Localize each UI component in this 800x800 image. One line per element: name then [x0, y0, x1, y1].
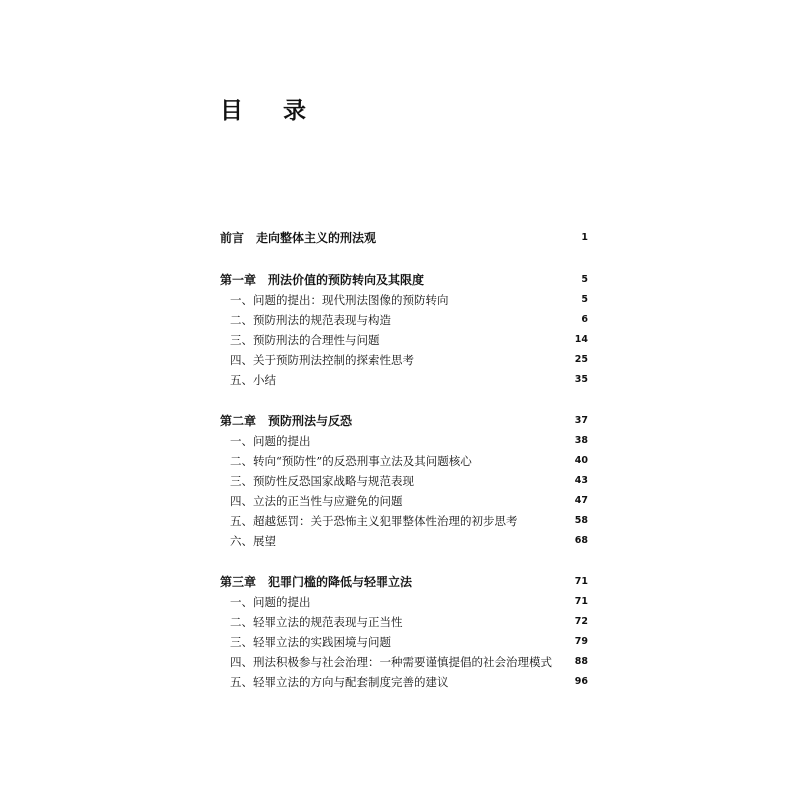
toc-entry-label: 五、超越惩罚：关于恐怖主义犯罪整体性治理的初步思考	[230, 514, 518, 528]
toc-entry-label: 第一章 刑法价值的预防转向及其限度	[220, 273, 425, 287]
toc-entry-label: 二、预防刑法的规范表现与构造	[230, 313, 391, 327]
toc-section	[220, 511, 588, 531]
toc-section	[220, 370, 588, 390]
toc-entry-label: 四、刑法积极参与社会治理：一种需要谨慎提倡的社会治理模式	[230, 655, 552, 669]
toc-entry-label: 一、问题的提出：现代刑法图像的预防转向	[230, 293, 449, 307]
toc-section	[220, 652, 588, 672]
toc-section	[220, 471, 588, 491]
toc-page-number: 71	[574, 576, 588, 587]
toc-entry-label: 六、展望	[230, 534, 276, 548]
toc-page-number: 38	[574, 435, 588, 446]
toc-entry-label: 三、轻罪立法的实践困境与问题	[230, 635, 391, 649]
toc-entry-label: 前言 走向整体主义的刑法观	[220, 231, 377, 245]
toc-page-number: 58	[574, 515, 588, 526]
toc-entry-label: 五、轻罪立法的方向与配套制度完善的建议	[230, 675, 449, 689]
toc-chapter-3	[220, 572, 588, 592]
toc-page-number: 72	[574, 616, 588, 627]
toc-entry-label: 一、问题的提出	[230, 434, 311, 448]
toc-section	[220, 612, 588, 632]
toc-section	[220, 451, 588, 471]
toc-entry-label: 三、预防性反恐国家战略与规范表现	[230, 474, 414, 488]
toc-page-number: 5	[581, 274, 588, 285]
toc-page-number: 37	[574, 415, 588, 426]
toc-page-number: 1	[581, 232, 588, 243]
toc-section	[220, 431, 588, 451]
toc-section	[220, 531, 588, 551]
toc-section	[220, 350, 588, 370]
toc-preface	[220, 228, 588, 248]
toc-section	[220, 310, 588, 330]
toc-entry-label: 第二章 预防刑法与反恐	[220, 414, 353, 428]
toc-section	[220, 290, 588, 310]
toc-section	[220, 632, 588, 652]
toc-entry-label: 二、转向“预防性”的反恐刑事立法及其问题核心	[230, 454, 472, 468]
toc-page-number: 68	[574, 535, 588, 546]
toc-page-number: 35	[574, 374, 588, 385]
page-title: 目 录	[220, 98, 323, 124]
toc-section	[220, 592, 588, 612]
toc-entry-label: 四、立法的正当性与应避免的问题	[230, 494, 403, 508]
toc-page-number: 6	[581, 314, 588, 325]
toc-page-number: 25	[574, 354, 588, 365]
toc-entry-label: 四、关于预防刑法控制的探索性思考	[230, 353, 414, 367]
toc-section	[220, 491, 588, 511]
toc-section	[220, 330, 588, 350]
toc-page-number: 96	[574, 676, 588, 687]
toc-entry-label: 一、问题的提出	[230, 595, 311, 609]
toc-entry-label: 三、预防刑法的合理性与问题	[230, 333, 380, 347]
toc-chapter-2	[220, 411, 588, 431]
toc-page-number: 79	[574, 636, 588, 647]
toc-page-number: 43	[574, 475, 588, 486]
toc-page-number: 71	[574, 596, 588, 607]
toc-entry-label: 二、轻罪立法的规范表现与正当性	[230, 615, 403, 629]
toc-entry-label: 五、小结	[230, 373, 276, 387]
toc-page-number: 14	[574, 334, 588, 345]
toc-page-number: 47	[574, 495, 588, 506]
toc-entry-label: 第三章 犯罪门槛的降低与轻罪立法	[220, 575, 413, 589]
toc-page-number: 40	[574, 455, 588, 466]
toc-chapter-1	[220, 270, 588, 290]
toc-section	[220, 672, 588, 692]
toc-page-number: 5	[581, 294, 588, 305]
table-of-contents	[220, 228, 588, 692]
toc-page-number: 88	[574, 656, 588, 667]
